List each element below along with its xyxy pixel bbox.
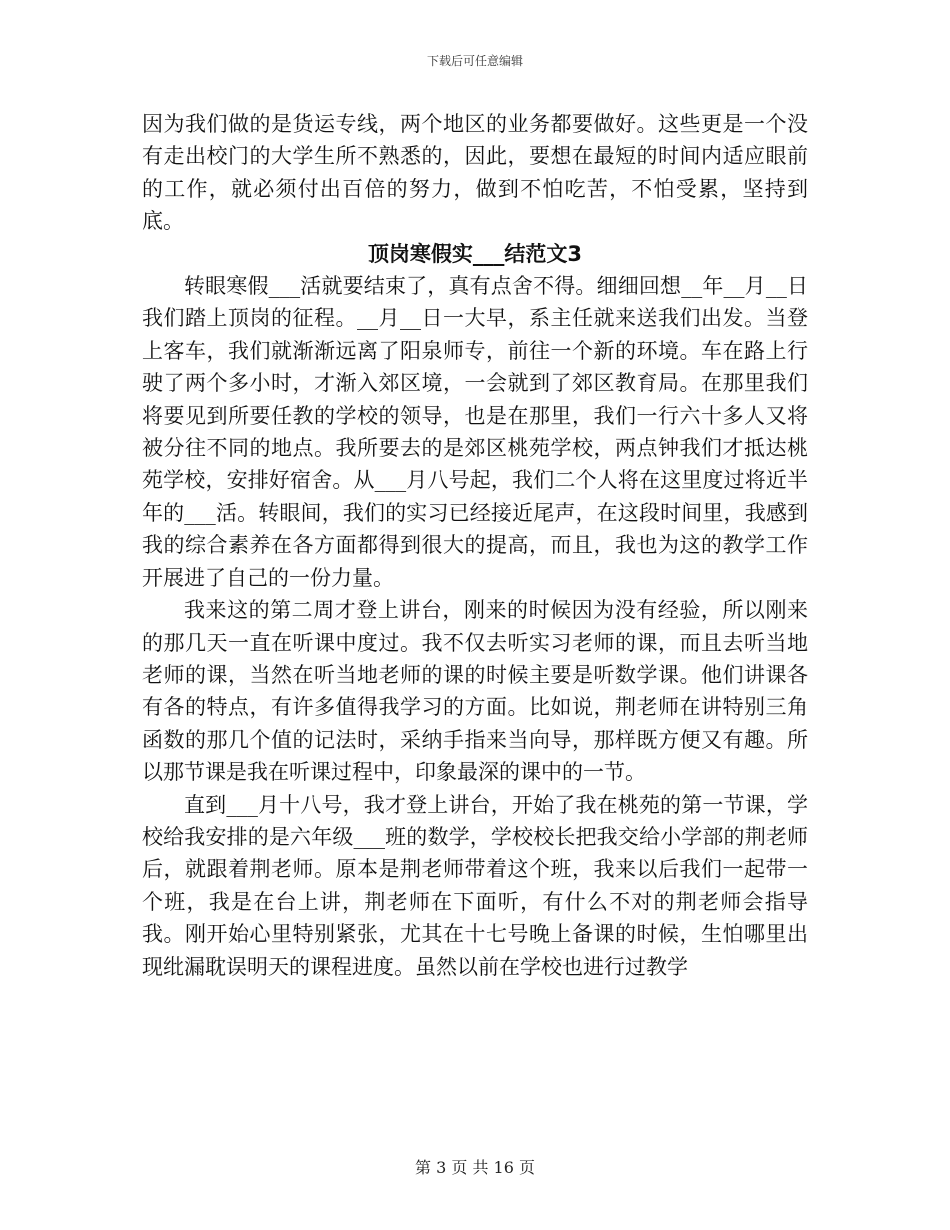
- document-body: [142, 108, 808, 983]
- paragraph-1: 转眼寒假___活就要结束了，真有点舍不得。细细回想__年__月__日我们踏上顶岗的征程。__月__日一大早，系主任就来送我们出发。当登上客车，我们就渐渐远离了阳泉师专，前往一个新的环境。车在路上行驶了两个多小时，才渐入郊区境，一会就到了郊区教育局。在那里我们将要见到所要任教的学校的领导，也是在那里，我们一行六十多人又将被分往不同的地点。我所要去的是郊区桃苑学校，两点钟我们才抵达桃苑学校，安排好宿舍。从___月八号起，我们二个人将在这里度过将近半年的___活。转眼间，我们的实习已经接近尾声，在这段时间里，我感到我的综合素养在各方面都得到很大的提高，而且，我也为这的教学工作开展进了自己的一份力量。: [142, 274, 808, 590]
- intro-paragraph: 因为我们做的是货运专线，两个地区的业务都要做好。这些更是一个没有走出校门的大学生所不熟悉的，因此，要想在最短的时间内适应眼前的工作，就必须付出百倍的努力，做到不怕吃苦，不怕受累，坚持到底。: [142, 112, 808, 234]
- page-number-footer: 第 3 页 共 16 页: [415, 1158, 535, 1177]
- page-header: 下载后可任意编辑: [426, 54, 523, 68]
- section-title: 顶岗寒假实___结范文3: [367, 241, 583, 266]
- paragraph-2: 我来这的第二周才登上讲台，刚来的时候因为没有经验，所以刚来的那几天一直在听课中度过。我不仅去听实习老师的课，而且去听当地老师的课，当然在听当地老师的课的时候主要是听数学课。他们讲课各有各的特点，有许多值得我学习的方面。比如说，荆老师在讲特别三角函数的那几个值的记法时，采纳手指来当向导，那样既方便又有趣。所以那节课是我在听课过程中，印象最深的课中的一节。: [142, 598, 808, 785]
- paragraph-3: 直到___月十八号，我才登上讲台，开始了我在桃苑的第一节课，学校给我安排的是六年级___班的数学，学校校长把我交给小学部的荆老师后，就跟着荆老师。原本是荆老师带着这个班，我来以后我们一起带一个班，我是在台上讲，荆老师在下面听，有什么不对的荆老师会指导我。刚开始心里特别紧张，尤其在十七号晚上备课的时候，生怕哪里出现纰漏耽误明天的课程进度。虽然以前在学校也进行过教学: [142, 792, 808, 979]
